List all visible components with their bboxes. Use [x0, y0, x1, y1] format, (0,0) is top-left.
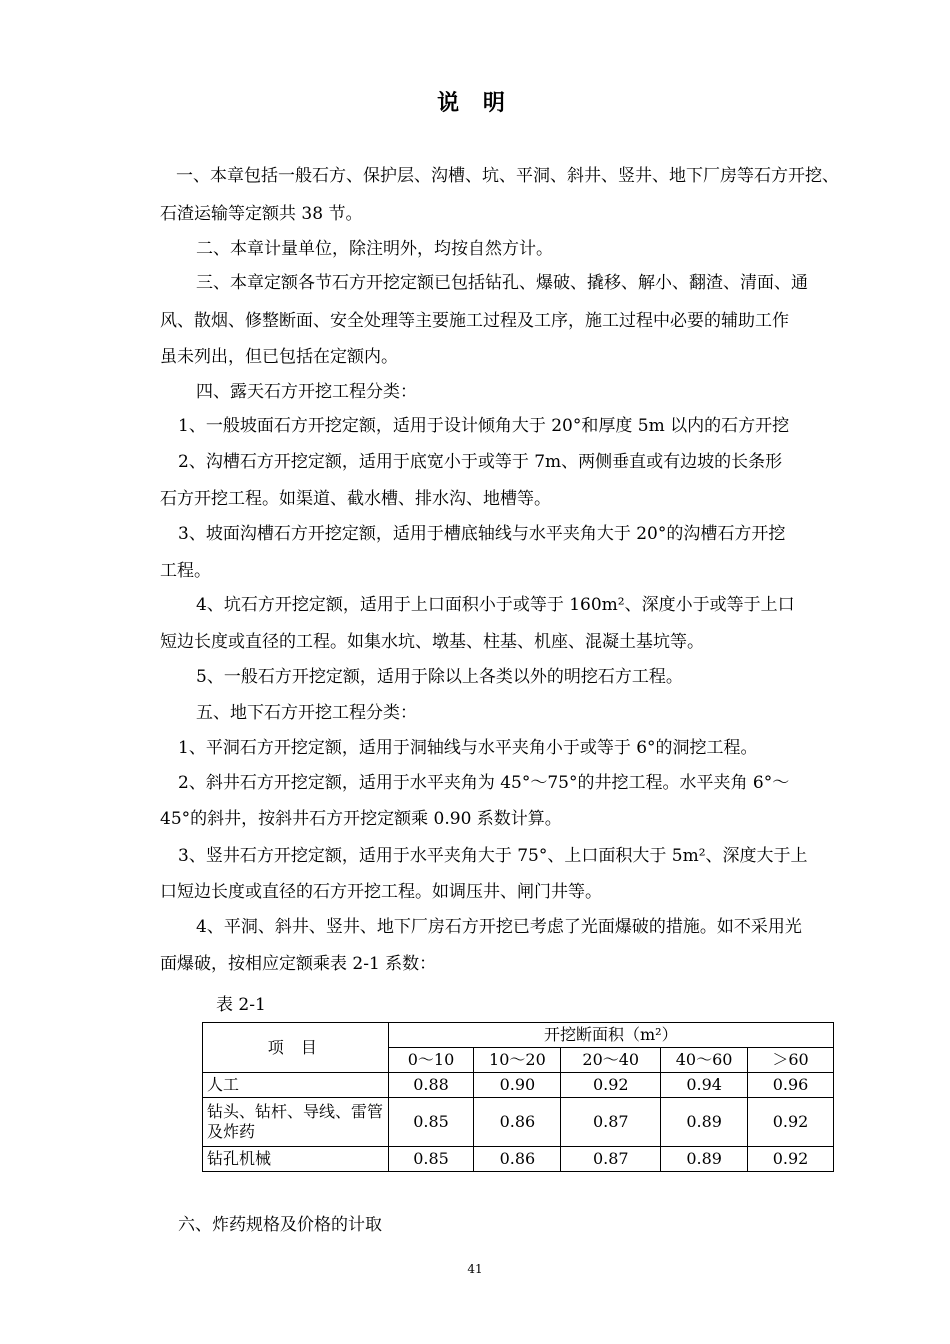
table-cell: 0.92 [748, 1098, 834, 1147]
group-header: 开挖断面积（m²） [388, 1023, 833, 1048]
text-line: 五、地下石方开挖工程分类： [196, 703, 417, 723]
text-line: 工程。 [160, 561, 211, 581]
table-row [203, 1098, 834, 1147]
table-row [203, 1147, 834, 1172]
row-label: 钻孔机械 [203, 1147, 389, 1172]
section-six-heading: 六、炸药规格及价格的计取 [178, 1215, 382, 1235]
table-cell: 0.92 [748, 1147, 834, 1172]
row-label: 人工 [203, 1073, 389, 1098]
table-cell: 0.87 [561, 1098, 661, 1147]
text-line: 面爆破，按相应定额乘表 2-1 系数： [160, 954, 437, 974]
table-cell: 0.85 [388, 1098, 474, 1147]
column-header: 40～60 [661, 1048, 748, 1073]
table-cell: 0.87 [561, 1147, 661, 1172]
page-number: 41 [467, 1262, 483, 1276]
text-line: 三、本章定额各节石方开挖定额已包括钻孔、爆破、撬移、解小、翻渣、清面、通 [196, 273, 808, 293]
table-header-row [203, 1023, 834, 1048]
text-line: 四、露天石方开挖工程分类： [196, 382, 417, 402]
coefficient-table [202, 1022, 834, 1172]
table-caption: 表 2-1 [216, 995, 266, 1015]
text-line: 3、坡面沟槽石方开挖定额，适用于槽底轴线与水平夹角大于 20°的沟槽石方开挖 [178, 524, 786, 544]
text-line: 虽未列出，但已包括在定额内。 [160, 347, 398, 367]
text-line: 石渣运输等定额共 38 节。 [160, 204, 363, 224]
text-line: 2、沟槽石方开挖定额，适用于底宽小于或等于 7m、两侧垂直或有边坡的长条形 [178, 452, 783, 472]
text-line: 1、平洞石方开挖定额，适用于洞轴线与水平夹角小于或等于 6°的洞挖工程。 [178, 738, 758, 758]
row-label: 钻头、钻杆、导线、雷管及炸药 [203, 1098, 389, 1147]
column-header: 10～20 [474, 1048, 561, 1073]
table-cell: 0.86 [474, 1098, 561, 1147]
text-line: 4、坑石方开挖定额，适用于上口面积小于或等于 160m²、深度小于或等于上口 [196, 595, 795, 615]
text-line: 3、竖井石方开挖定额，适用于水平夹角大于 75°、上口面积大于 5m²、深度大于上 [178, 846, 808, 866]
text-line: 一、本章包括一般石方、保护层、沟槽、坑、平洞、斜井、竖井、地下厂房等石方开挖、 [176, 166, 839, 186]
item-header: 项 目 [203, 1023, 389, 1073]
table-row [203, 1073, 834, 1098]
text-line: 风、散烟、修整断面、安全处理等主要施工过程及工序，施工过程中必要的辅助工作 [160, 311, 789, 331]
table-cell: 0.89 [661, 1147, 748, 1172]
table-cell: 0.85 [388, 1147, 474, 1172]
column-header: 20～40 [561, 1048, 661, 1073]
table-cell: 0.92 [561, 1073, 661, 1098]
column-header: 0～10 [388, 1048, 474, 1073]
text-line: 二、本章计量单位，除注明外，均按自然方计。 [196, 239, 553, 259]
text-line: 1、一般坡面石方开挖定额，适用于设计倾角大于 20°和厚度 5m 以内的石方开挖 [178, 416, 790, 436]
table-cell: 0.88 [388, 1073, 474, 1098]
text-line: 石方开挖工程。如渠道、截水槽、排水沟、地槽等。 [160, 489, 551, 509]
column-header: ＞60 [748, 1048, 834, 1073]
text-line: 4、平洞、斜井、竖井、地下厂房石方开挖已考虑了光面爆破的措施。如不采用光 [196, 917, 802, 937]
page-title: 说 明 [437, 91, 513, 116]
table-cell: 0.96 [748, 1073, 834, 1098]
table-cell: 0.90 [474, 1073, 561, 1098]
text-line: 短边长度或直径的工程。如集水坑、墩基、柱基、机座、混凝土基坑等。 [160, 632, 704, 652]
table-cell: 0.89 [661, 1098, 748, 1147]
text-line: 45°的斜井，按斜井石方开挖定额乘 0.90 系数计算。 [160, 809, 562, 829]
text-line: 5、一般石方开挖定额，适用于除以上各类以外的明挖石方工程。 [196, 667, 683, 687]
table-cell: 0.86 [474, 1147, 561, 1172]
text-line: 口短边长度或直径的石方开挖工程。如调压井、闸门井等。 [160, 882, 602, 902]
text-line: 2、斜井石方开挖定额，适用于水平夹角为 45°～75°的井挖工程。水平夹角 6°～ [178, 773, 790, 793]
table-cell: 0.94 [661, 1073, 748, 1098]
